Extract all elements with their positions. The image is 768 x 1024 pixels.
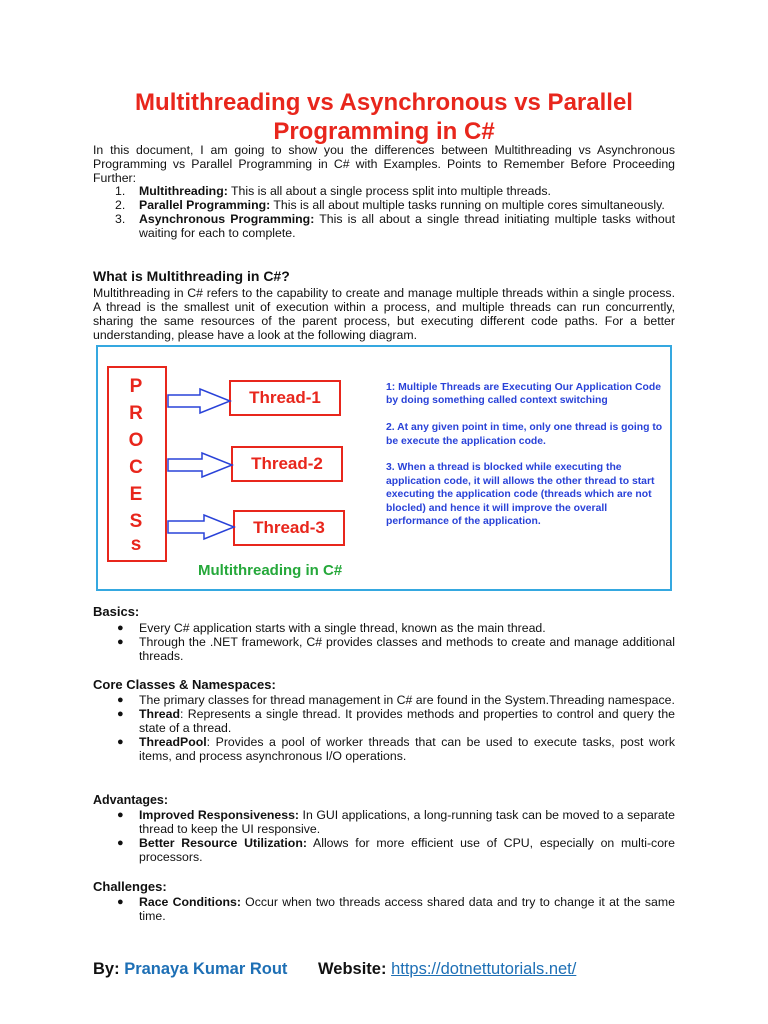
bullet: ● — [117, 708, 124, 720]
list-number: 3. — [115, 212, 126, 226]
point-term: Multithreading: — [139, 184, 228, 198]
section-heading: What is Multithreading in C#? — [93, 268, 290, 284]
point-term: Asynchronous Programming: — [139, 212, 315, 226]
process-letter: P — [129, 376, 143, 397]
challenges-list — [93, 895, 675, 923]
intro-paragraph: In this document, I am going to show you the differences between Multithreading vs Asynchronous Programming vs Parallel Programming in C# with Examples. Points to Remember Before Proceeding Further: — [93, 143, 675, 185]
core-classes-heading: Core Classes & Namespaces: — [93, 677, 276, 692]
list-item — [93, 895, 675, 923]
bullet: ● — [117, 896, 124, 908]
diagram-note: 1: Multiple Threads are Executing Our Application Code by doing something called context switching — [386, 382, 662, 407]
list-item — [93, 621, 675, 635]
item-text: : Provides a pool of worker threads that can be used to execute tasks, post work items, and process asynchronous I/O operations. — [139, 735, 675, 763]
item-text: Every C# application starts with a single thread, known as the main thread. — [139, 621, 546, 635]
list-number: 1. — [115, 184, 126, 198]
thread-1-label: Thread-1 — [249, 388, 321, 407]
list-item — [93, 808, 675, 836]
item-term: Race Conditions: — [139, 895, 241, 909]
diagram-note: 3. When a thread is blocked while executing the application code, it will allows the other thread to start executing the application code (threads which are not blocled) and hence it will improve the overall performance of the application. — [386, 462, 655, 528]
page-title: Multithreading vs Asynchronous vs Parallel Programming in C# — [135, 89, 633, 145]
arrow-3 — [168, 515, 234, 539]
item-text: Allows for more efficient use of CPU, especially on multi-core processors. — [139, 836, 675, 864]
bullet: ● — [117, 622, 124, 634]
process-letter: C — [129, 457, 143, 478]
website-link[interactable]: https://dotnettutorials.net/ — [391, 960, 577, 978]
key-points-list — [93, 184, 675, 240]
point-term: Parallel Programming: — [139, 198, 271, 212]
thread-3-label: Thread-3 — [253, 518, 325, 537]
item-text: Occur when two threads access shared data and try to change it at the same time. — [139, 895, 675, 923]
arrow-1 — [168, 389, 230, 413]
basics-list — [93, 621, 675, 663]
list-item — [93, 212, 675, 240]
list-item — [93, 735, 675, 763]
core-classes-list — [93, 693, 675, 763]
item-text: In GUI applications, a long-running task can be moved to a separate thread to keep the UI responsive. — [139, 808, 675, 836]
item-term: Thread — [139, 707, 180, 721]
diagram-note: 2. At any given point in time, only one thread is going to be execute the application code. — [386, 422, 663, 447]
point-text: This is all about multiple tasks running on multiple cores simultaneously. — [270, 198, 665, 212]
bullet: ● — [117, 694, 124, 706]
bullet: ● — [117, 636, 124, 648]
list-item — [93, 184, 675, 198]
footer — [93, 958, 576, 980]
process-letter: O — [128, 430, 144, 451]
process-letter: E — [129, 484, 143, 505]
advantages-list — [93, 808, 675, 864]
process-letter: S — [129, 511, 143, 532]
point-text: This is all about a single process split into multiple threads. — [227, 184, 551, 198]
arrow-2 — [168, 453, 232, 477]
section-paragraph: Multithreading in C# refers to the capability to create and manage multiple threads within a single process. A thread is the smallest unit of execution within a process, and multiple threads can run concurrently, sharing the same resources of the parent process, but executing different code paths. For a better understanding, please have a look at the following diagram. — [93, 286, 675, 342]
author-name: Pranaya Kumar Rout — [124, 960, 288, 978]
by-label: By: — [93, 960, 120, 978]
process-letter: R — [129, 403, 143, 424]
list-item — [93, 707, 675, 735]
bullet: ● — [117, 809, 124, 821]
process-letter: s — [130, 534, 142, 555]
thread-2-label: Thread-2 — [251, 454, 323, 473]
website-label: Website: — [318, 960, 387, 978]
item-term: Improved Responsiveness: — [139, 808, 300, 822]
basics-heading: Basics: — [93, 604, 140, 619]
item-term: ThreadPool — [139, 735, 207, 749]
challenges-heading: Challenges: — [93, 879, 167, 894]
list-item — [93, 635, 675, 663]
multithreading-diagram — [96, 345, 672, 591]
item-text: : Represents a single thread. It provides methods and properties to control and query the state of a thread. — [139, 707, 675, 735]
diagram-caption: Multithreading in C# — [198, 562, 343, 579]
point-text: This is all about a single thread initiating multiple tasks without waiting for each to complete. — [139, 212, 675, 240]
diagram-notes — [386, 381, 664, 542]
item-text: Through the .NET framework, C# provides classes and methods to create and manage additional threads. — [139, 635, 675, 663]
bullet: ● — [117, 736, 124, 748]
item-term: Better Resource Utilization: — [139, 836, 307, 850]
list-item — [93, 198, 675, 212]
list-item — [93, 836, 675, 864]
list-item — [93, 693, 675, 707]
advantages-heading: Advantages: — [93, 793, 169, 807]
list-number: 2. — [115, 198, 126, 212]
item-text: The primary classes for thread management in C# are found in the System.Threading namespace. — [139, 693, 675, 707]
bullet: ● — [117, 837, 124, 849]
